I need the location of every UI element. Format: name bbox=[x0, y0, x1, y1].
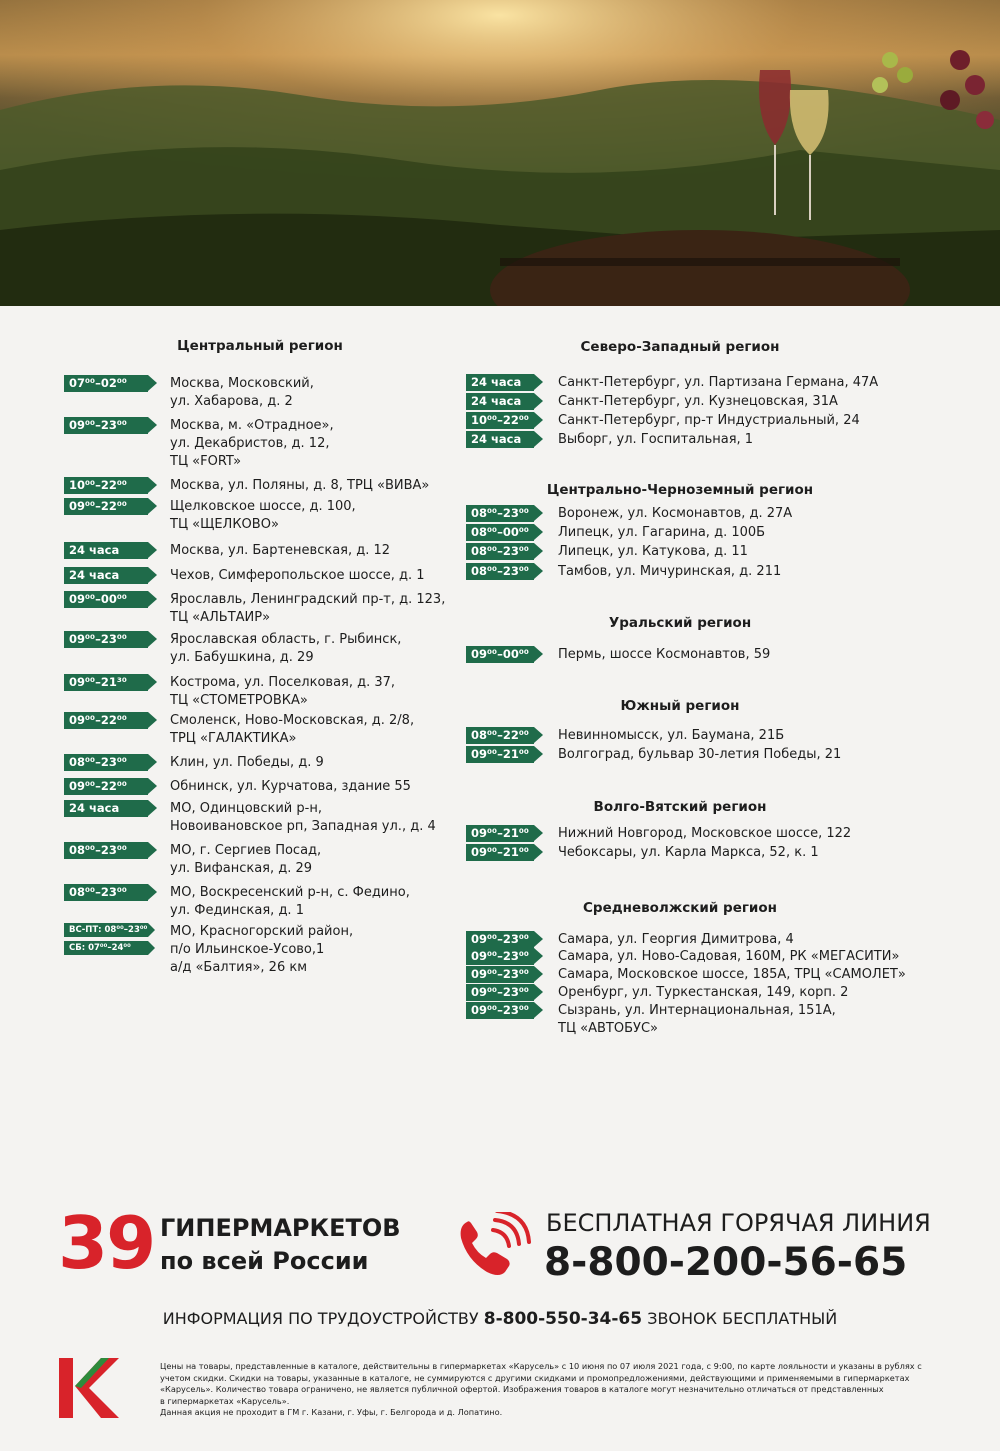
store-address: МО, г. Сергиев Посад, ул. Вифанская, д. 29 bbox=[170, 843, 322, 876]
store-address: Воронеж, ул. Космонавтов, д. 27А bbox=[558, 506, 793, 521]
store-address: Санкт-Петербург, ул. Кузнецовская, 31А bbox=[558, 394, 838, 409]
store-entry bbox=[466, 727, 784, 745]
hours-tag: 24 часа bbox=[466, 393, 534, 410]
phone-icon bbox=[455, 1212, 535, 1284]
store-entry bbox=[64, 923, 353, 977]
jobs-info bbox=[0, 1307, 1000, 1331]
hours-tag: 08⁰⁰–00⁰⁰ bbox=[466, 524, 534, 541]
store-entry bbox=[466, 1002, 836, 1038]
hero-photo bbox=[0, 0, 1000, 306]
hypermarket-caption-line2: по всей России bbox=[160, 1247, 369, 1275]
store-address: Клин, ул. Победы, д. 9 bbox=[170, 755, 324, 770]
hours-tag: 07⁰⁰–02⁰⁰ bbox=[64, 375, 148, 392]
store-entry bbox=[64, 498, 356, 534]
store-entry bbox=[64, 375, 314, 411]
hours-tag: 24 часа bbox=[466, 374, 534, 391]
hours-tag: 08⁰⁰–22⁰⁰ bbox=[466, 727, 534, 744]
store-address: Сызрань, ул. Интернациональная, 151А, ТЦ «АВТОБУС» bbox=[558, 1003, 836, 1036]
store-address: Щелковское шоссе, д. 100, ТЦ «ЩЕЛКОВО» bbox=[170, 499, 356, 532]
hours-tag: 09⁰⁰–23⁰⁰ bbox=[64, 631, 148, 648]
store-address: Санкт-Петербург, пр-т Индустриальный, 24 bbox=[558, 413, 860, 428]
jobs-prefix: ИНФОРМАЦИЯ ПО ТРУДОУСТРОЙСТВУ bbox=[162, 1309, 479, 1328]
hypermarket-caption bbox=[160, 1212, 401, 1278]
store-address: Чебоксары, ул. Карла Маркса, 52, к. 1 bbox=[558, 845, 819, 860]
store-address: Невинномысск, ул. Баумана, 21Б bbox=[558, 728, 785, 743]
store-address: Липецк, ул. Гагарина, д. 100Б bbox=[558, 525, 766, 540]
store-address: Тамбов, ул. Мичуринская, д. 211 bbox=[558, 564, 782, 579]
hours-tag: 08⁰⁰–23⁰⁰ bbox=[466, 563, 534, 580]
store-entry bbox=[466, 746, 841, 764]
store-address: Чехов, Симферопольское шоссе, д. 1 bbox=[170, 568, 425, 583]
store-address: Санкт-Петербург, ул. Партизана Германа, 47А bbox=[558, 375, 879, 390]
hours-tag: СБ: 07⁰⁰–24⁰⁰ bbox=[64, 941, 148, 955]
hours-tag: 08⁰⁰–23⁰⁰ bbox=[64, 884, 148, 901]
store-address: Пермь, шоссе Космонавтов, 59 bbox=[558, 647, 771, 662]
legal-fine-print: Цены на товары, представленные в каталоге, действительны в гипермаркетах «Карусель» с 10 июня по 07 июля 2021 года, с 9:00, по карте лояльности и указаны в рублях с учетом скидки. Скидки на товары, указанные в каталоге, не суммируются с другими скидками и промопредложениями, действующими и применяемыми в гипермаркетах «Карусель». Количество товара ограничено, не является публичной офертой. Изображения товаров в каталоге могут незначительно отличаться от представленных в гипермаркетах «Карусель». Данная акция не проходит в ГМ г. Казани, г. Уфы, г. Белгорода и д. Лопатино. bbox=[160, 1361, 922, 1418]
store-entry bbox=[466, 412, 860, 430]
hours-tag: 24 часа bbox=[64, 567, 148, 584]
hours-tag: 09⁰⁰–21⁰⁰ bbox=[466, 746, 534, 763]
store-address: Москва, ул. Бартеневская, д. 12 bbox=[170, 543, 391, 558]
hours-tag: 09⁰⁰–22⁰⁰ bbox=[64, 712, 148, 729]
store-address: Москва, м. «Отрадное», ул. Декабристов, д. 12, ТЦ «FORT» bbox=[170, 418, 334, 469]
store-entry bbox=[64, 712, 414, 748]
hours-tag: 09⁰⁰–21⁰⁰ bbox=[466, 844, 534, 861]
store-address: Москва, ул. Поляны, д. 8, ТРЦ «ВИВА» bbox=[170, 478, 430, 493]
store-entry bbox=[64, 567, 425, 585]
hours-tag: 08⁰⁰–23⁰⁰ bbox=[466, 543, 534, 560]
region-title-central: Центральный регион bbox=[177, 338, 343, 354]
store-entry bbox=[466, 844, 819, 862]
store-entry bbox=[466, 984, 848, 1002]
store-address: Выборг, ул. Госпитальная, 1 bbox=[558, 432, 754, 447]
hours-tag: 24 часа bbox=[466, 431, 534, 448]
store-entry bbox=[64, 417, 334, 471]
hypermarket-count: 39 bbox=[58, 1201, 155, 1285]
store-entry bbox=[466, 931, 794, 949]
store-entry bbox=[64, 542, 390, 560]
store-address: Нижний Новгород, Московское шоссе, 122 bbox=[558, 826, 852, 841]
store-address: Кострома, ул. Поселковая, д. 37, ТЦ «СТОМЕТРОВКА» bbox=[170, 675, 396, 708]
store-address: Москва, Московский, ул. Хабарова, д. 2 bbox=[170, 376, 314, 409]
store-address: Ярославская область, г. Рыбинск, ул. Бабушкина, д. 29 bbox=[170, 632, 402, 665]
store-entry bbox=[64, 591, 445, 627]
region-title-mid-volga: Средневолжский регион bbox=[583, 900, 777, 916]
hours-tag: 09⁰⁰–23⁰⁰ bbox=[64, 417, 148, 434]
store-entry bbox=[64, 754, 324, 772]
store-entry bbox=[466, 374, 878, 392]
store-entry bbox=[64, 674, 395, 710]
hours-tag: 09⁰⁰–23⁰⁰ bbox=[466, 984, 534, 1001]
hours-tag: 08⁰⁰–23⁰⁰ bbox=[466, 505, 534, 522]
karusel-logo bbox=[57, 1356, 121, 1420]
hotline-number[interactable]: 8-800-200-56-65 bbox=[544, 1240, 908, 1285]
hours-tag: 24 часа bbox=[64, 800, 148, 817]
region-title-volgo-vyatka: Волго-Вятский регион bbox=[593, 799, 767, 815]
hours-tag: 08⁰⁰–23⁰⁰ bbox=[64, 754, 148, 771]
hours-tag-stack bbox=[64, 923, 148, 955]
store-entry bbox=[64, 631, 401, 667]
hours-tag: 09⁰⁰–23⁰⁰ bbox=[466, 1002, 534, 1019]
store-address: Волгоград, бульвар 30-летия Победы, 21 bbox=[558, 747, 842, 762]
store-entry bbox=[64, 477, 429, 495]
hours-tag: 09⁰⁰–22⁰⁰ bbox=[64, 778, 148, 795]
store-entry bbox=[466, 393, 838, 411]
region-title-chernozem: Центрально-Черноземный регион bbox=[546, 482, 814, 498]
hours-tag: 09⁰⁰–21⁰⁰ bbox=[466, 825, 534, 842]
store-address: Смоленск, Ново-Московская, д. 2/8, ТРЦ «ГАЛАКТИКА» bbox=[170, 713, 415, 746]
store-entry bbox=[466, 966, 906, 984]
store-entry bbox=[466, 431, 753, 449]
store-address: МО, Красногорский район, п/о Ильинское-Усово,1 а/д «Балтия», 26 км bbox=[170, 924, 354, 975]
store-entry bbox=[466, 505, 792, 523]
store-address: МО, Воскресенский р-н, с. Федино, ул. Фединская, д. 1 bbox=[170, 885, 410, 918]
hours-tag: 24 часа bbox=[64, 542, 148, 559]
store-entry bbox=[466, 825, 851, 843]
store-address: Липецк, ул. Катукова, д. 11 bbox=[558, 544, 748, 559]
region-title-south: Южный регион bbox=[620, 698, 740, 714]
store-address: Ярославль, Ленинградский пр-т, д. 123, ТЦ «АЛЬТАИР» bbox=[170, 592, 446, 625]
store-entry bbox=[466, 646, 770, 664]
jobs-number[interactable]: 8-800-550-34-65 bbox=[483, 1309, 643, 1329]
hours-tag: 09⁰⁰–23⁰⁰ bbox=[466, 931, 534, 948]
region-title-northwest: Северо-Западный регион bbox=[580, 339, 780, 355]
jobs-suffix: ЗВОНОК БЕСПЛАТНЫЙ bbox=[647, 1309, 838, 1328]
store-entry bbox=[64, 842, 321, 878]
hours-tag: 10⁰⁰–22⁰⁰ bbox=[466, 412, 534, 429]
store-entry bbox=[466, 543, 748, 561]
store-address: Обнинск, ул. Курчатова, здание 55 bbox=[170, 779, 411, 794]
store-entry bbox=[466, 524, 765, 542]
store-address: Самара, ул. Ново-Садовая, 160М, РК «МЕГАСИТИ» bbox=[558, 949, 900, 964]
hours-tag: 09⁰⁰–22⁰⁰ bbox=[64, 498, 148, 515]
store-address: Оренбург, ул. Туркестанская, 149, корп. 2 bbox=[558, 985, 849, 1000]
store-entry bbox=[466, 563, 781, 581]
store-entry bbox=[466, 948, 899, 966]
hours-tag: 09⁰⁰–00⁰⁰ bbox=[466, 646, 534, 663]
hotline-label: БЕСПЛАТНАЯ ГОРЯЧАЯ ЛИНИЯ bbox=[546, 1209, 931, 1237]
hours-tag: 09⁰⁰–23⁰⁰ bbox=[466, 966, 534, 983]
hours-tag: 09⁰⁰–00⁰⁰ bbox=[64, 591, 148, 608]
store-address: Самара, Московское шоссе, 185А, ТРЦ «САМОЛЕТ» bbox=[558, 967, 906, 982]
hours-tag: ВС-ПТ: 08⁰⁰–23⁰⁰ bbox=[64, 923, 148, 937]
hours-tag: 08⁰⁰–23⁰⁰ bbox=[64, 842, 148, 859]
hours-tag: 10⁰⁰–22⁰⁰ bbox=[64, 477, 148, 494]
store-address: Самара, ул. Георгия Димитрова, 4 bbox=[558, 932, 794, 947]
hours-tag: 09⁰⁰–23⁰⁰ bbox=[466, 948, 534, 965]
store-entry bbox=[64, 778, 411, 796]
store-address: МО, Одинцовский р-н, Новоивановское рп, Западная ул., д. 4 bbox=[170, 801, 436, 834]
store-entry bbox=[64, 884, 410, 920]
hours-tag: 09⁰⁰–21³⁰ bbox=[64, 674, 148, 691]
region-title-ural: Уральский регион bbox=[608, 615, 752, 631]
hypermarket-caption-line1: ГИПЕРМАРКЕТОВ bbox=[160, 1214, 401, 1242]
store-entry bbox=[64, 800, 436, 836]
